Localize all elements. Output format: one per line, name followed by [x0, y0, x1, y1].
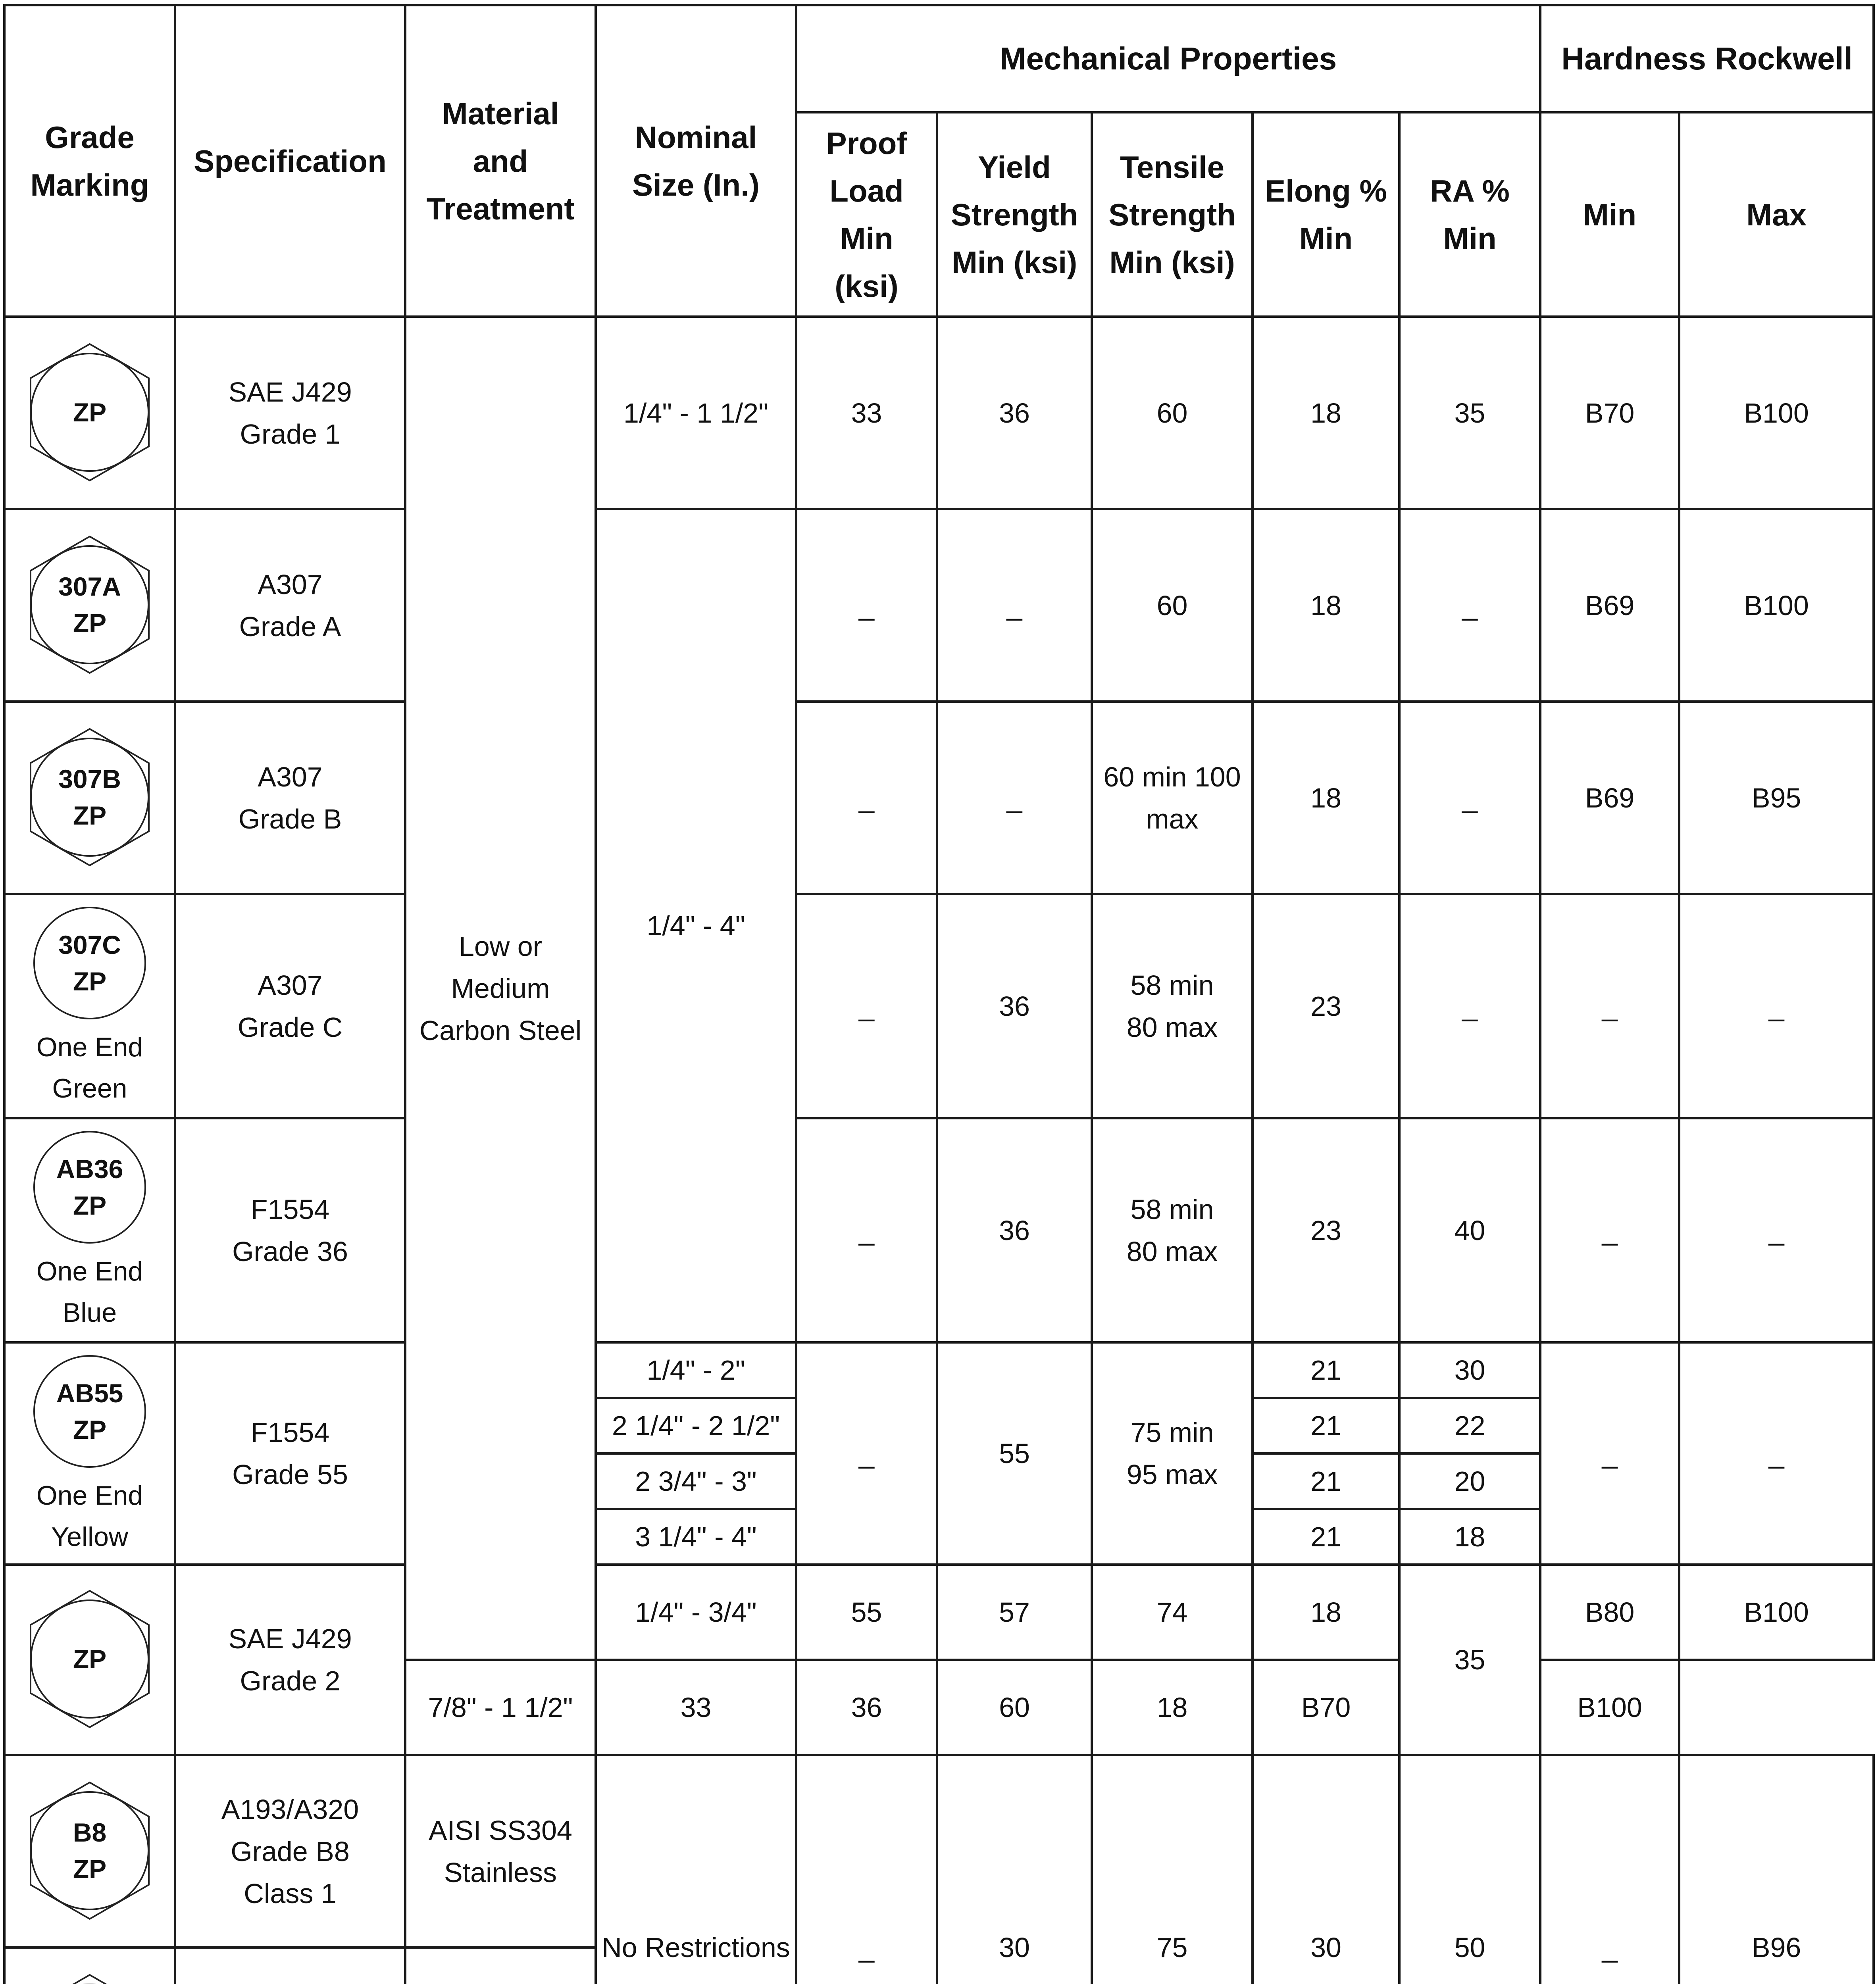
hardness-max-cell: B100	[1540, 1660, 1679, 1755]
table-row	[4, 1565, 1874, 1660]
grade-marking-cell	[4, 509, 175, 702]
hardness-max-cell: B95	[1679, 702, 1874, 894]
bolt-head-marking	[6, 1121, 174, 1340]
tensile-strength-cell: 75 min 95 max	[1092, 1342, 1253, 1565]
yield-strength-cell: _	[937, 702, 1092, 894]
grade-marking-cell	[4, 702, 175, 894]
specification-cell: SAE J429 Grade 1	[175, 317, 405, 509]
header-hardness-rockwell: Hardness Rockwell	[1540, 5, 1874, 112]
reduction-of-area-cell: 50	[1399, 1755, 1540, 1984]
grade-marking-label: AB55 ZP	[56, 1378, 123, 1444]
hardness-max-cell: B100	[1679, 317, 1874, 509]
grade-marking-cell	[4, 1342, 175, 1565]
elongation-cell: 18	[1092, 1660, 1253, 1755]
yield-strength-cell: 55	[937, 1342, 1092, 1565]
hardness-min-cell: B70	[1253, 1660, 1399, 1755]
grade-marking-label: 307C ZP	[58, 930, 121, 996]
bolt-grade-table	[3, 4, 1875, 1984]
hex-bolt-head-icon	[18, 1972, 161, 1984]
header-nominal-size: Nominal Size (In.)	[596, 5, 796, 317]
table-row	[4, 317, 1874, 509]
elongation-cell: 21	[1253, 1342, 1399, 1398]
header-proof-load: Proof Load Min (ksi)	[796, 112, 937, 317]
hardness-max-cell: _	[1679, 1118, 1874, 1342]
tensile-strength-cell: 60 min 100 max	[1092, 702, 1253, 894]
bolt-head-marking	[6, 1567, 174, 1753]
bolt-head-marking	[6, 704, 174, 892]
hardness-min-cell: B80	[1540, 1565, 1679, 1660]
elongation-cell: 18	[1253, 509, 1399, 702]
material-cell	[405, 1947, 596, 1984]
nominal-size-cell: No Restrictions	[596, 1755, 796, 1984]
header-tensile-strength: Tensile Strength Min (ksi)	[1092, 112, 1253, 317]
header-mechanical-properties: Mechanical Properties	[796, 5, 1540, 112]
header-hardness-min: Min	[1540, 112, 1679, 317]
table-row	[4, 1342, 1874, 1398]
bolt-head-marking	[6, 896, 174, 1116]
elongation-cell: 23	[1253, 894, 1399, 1118]
proof-load-cell: _	[796, 702, 937, 894]
grade-marking-cell	[4, 1565, 175, 1755]
header-hardness-max: Max	[1679, 112, 1874, 317]
reduction-of-area-cell: _	[1399, 702, 1540, 894]
header-grade-marking: Grade Marking	[4, 5, 175, 317]
nominal-size-cell: 2 1/4" - 2 1/2"	[596, 1398, 796, 1453]
header-specification: Specification	[175, 5, 405, 317]
proof-load-cell: _	[796, 894, 937, 1118]
proof-load-cell: _	[796, 509, 937, 702]
yield-strength-cell: 36	[796, 1660, 937, 1755]
hardness-max-cell: _	[1679, 894, 1874, 1118]
nominal-size-cell: 1/4" - 3/4"	[596, 1565, 796, 1660]
grade-marking-label: 307A ZP	[58, 571, 121, 638]
header-material: Material and Treatment	[405, 5, 596, 317]
proof-load-cell: _	[796, 1342, 937, 1565]
reduction-of-area-cell: 35	[1399, 1565, 1540, 1755]
tensile-strength-cell: 58 min 80 max	[1092, 1118, 1253, 1342]
reduction-of-area-cell: 20	[1399, 1453, 1540, 1509]
specification-cell	[175, 1947, 405, 1984]
tensile-strength-cell: 58 min 80 max	[1092, 894, 1253, 1118]
elongation-cell: 23	[1253, 1118, 1399, 1342]
bolt-head-marking	[6, 511, 174, 699]
proof-load-cell: 33	[796, 317, 937, 509]
nominal-size-cell: 7/8" - 1 1/2"	[405, 1660, 596, 1755]
specification-cell: F1554 Grade 36	[175, 1118, 405, 1342]
hardness-min-cell: _	[1540, 894, 1679, 1118]
hardness-min-cell: _	[1540, 1342, 1679, 1565]
yield-strength-cell: 36	[937, 317, 1092, 509]
grade-marking-color-note: One End Green	[36, 1032, 143, 1104]
specification-cell: A307 Grade B	[175, 702, 405, 894]
table-row	[4, 702, 1874, 894]
yield-strength-cell: 36	[937, 1118, 1092, 1342]
elongation-cell: 21	[1253, 1398, 1399, 1453]
proof-load-cell: _	[796, 1755, 937, 1984]
bolt-head-marking	[6, 1950, 174, 1984]
header-elongation: Elong % Min	[1253, 112, 1399, 317]
specification-cell: SAE J429 Grade 2	[175, 1565, 405, 1755]
tensile-strength-cell: 74	[1092, 1565, 1253, 1660]
specification-cell: F1554 Grade 55	[175, 1342, 405, 1565]
hardness-min-cell: B70	[1540, 317, 1679, 509]
bolt-head-marking	[6, 319, 174, 507]
material-cell: AISI SS304 Stainless	[405, 1755, 596, 1947]
nominal-size-cell: 1/4" - 4"	[596, 509, 796, 1342]
reduction-of-area-cell: _	[1399, 894, 1540, 1118]
tensile-strength-cell: 60	[937, 1660, 1092, 1755]
grade-marking-color-note: One End Blue	[36, 1256, 143, 1328]
elongation-cell: 21	[1253, 1509, 1399, 1565]
table-row	[4, 1118, 1874, 1342]
grade-marking-color-note: One End Yellow	[36, 1480, 143, 1552]
nominal-size-cell: 3 1/4" - 4"	[596, 1509, 796, 1565]
grade-marking-label: ZP	[73, 397, 107, 427]
reduction-of-area-cell: 22	[1399, 1398, 1540, 1453]
header-reduction-of-area: RA % Min	[1399, 112, 1540, 317]
hardness-max-cell: B100	[1679, 509, 1874, 702]
bolt-head-marking	[6, 1345, 174, 1562]
grade-marking-cell	[4, 894, 175, 1118]
hardness-min-cell: B69	[1540, 702, 1679, 894]
table-row	[4, 894, 1874, 1118]
elongation-cell: 18	[1253, 1565, 1399, 1660]
proof-load-cell: _	[796, 1118, 937, 1342]
grade-marking-cell	[4, 1947, 175, 1984]
hardness-max-cell: _	[1679, 1342, 1874, 1565]
tensile-strength-cell: 60	[1092, 509, 1253, 702]
table-row	[4, 1755, 1874, 1947]
yield-strength-cell: 57	[937, 1565, 1092, 1660]
reduction-of-area-cell: 30	[1399, 1342, 1540, 1398]
yield-strength-cell: 36	[937, 894, 1092, 1118]
bolt-head-marking	[6, 1757, 174, 1945]
hardness-min-cell: B69	[1540, 509, 1679, 702]
hardness-min-cell: _	[1540, 1755, 1679, 1984]
proof-load-cell: 33	[596, 1660, 796, 1755]
hardness-min-cell: _	[1540, 1118, 1679, 1342]
grade-marking-cell	[4, 1755, 175, 1947]
hardness-max-cell: B100	[1679, 1565, 1874, 1660]
table-row	[4, 509, 1874, 702]
material-cell: Low or Medium Carbon Steel	[405, 317, 596, 1660]
yield-strength-cell: _	[937, 509, 1092, 702]
reduction-of-area-cell: 18	[1399, 1509, 1540, 1565]
elongation-cell: 21	[1253, 1453, 1399, 1509]
grade-marking-label: 307B ZP	[58, 764, 121, 830]
reduction-of-area-cell: 35	[1399, 317, 1540, 509]
elongation-cell: 18	[1253, 702, 1399, 894]
specification-cell: A307 Grade C	[175, 894, 405, 1118]
specification-cell: A307 Grade A	[175, 509, 405, 702]
hardness-max-cell: B96	[1679, 1755, 1874, 1984]
yield-strength-cell: 30	[937, 1755, 1092, 1984]
grade-marking-cell	[4, 317, 175, 509]
specification-cell: A193/A320 Grade B8 Class 1	[175, 1755, 405, 1947]
elongation-cell: 18	[1253, 317, 1399, 509]
nominal-size-cell: 1/4" - 1 1/2"	[596, 317, 796, 509]
nominal-size-cell: 1/4" - 2"	[596, 1342, 796, 1398]
proof-load-cell: 55	[796, 1565, 937, 1660]
header-yield-strength: Yield Strength Min (ksi)	[937, 112, 1092, 317]
grade-marking-label: AB36 ZP	[56, 1154, 123, 1220]
nominal-size-cell: 2 3/4" - 3"	[596, 1453, 796, 1509]
grade-marking-label: B8 ZP	[73, 1817, 107, 1884]
elongation-cell: 30	[1253, 1755, 1399, 1984]
tensile-strength-cell: 75	[1092, 1755, 1253, 1984]
tensile-strength-cell: 60	[1092, 317, 1253, 509]
grade-marking-label: ZP	[73, 1644, 107, 1674]
reduction-of-area-cell: 40	[1399, 1118, 1540, 1342]
grade-marking-cell	[4, 1118, 175, 1342]
reduction-of-area-cell: _	[1399, 509, 1540, 702]
